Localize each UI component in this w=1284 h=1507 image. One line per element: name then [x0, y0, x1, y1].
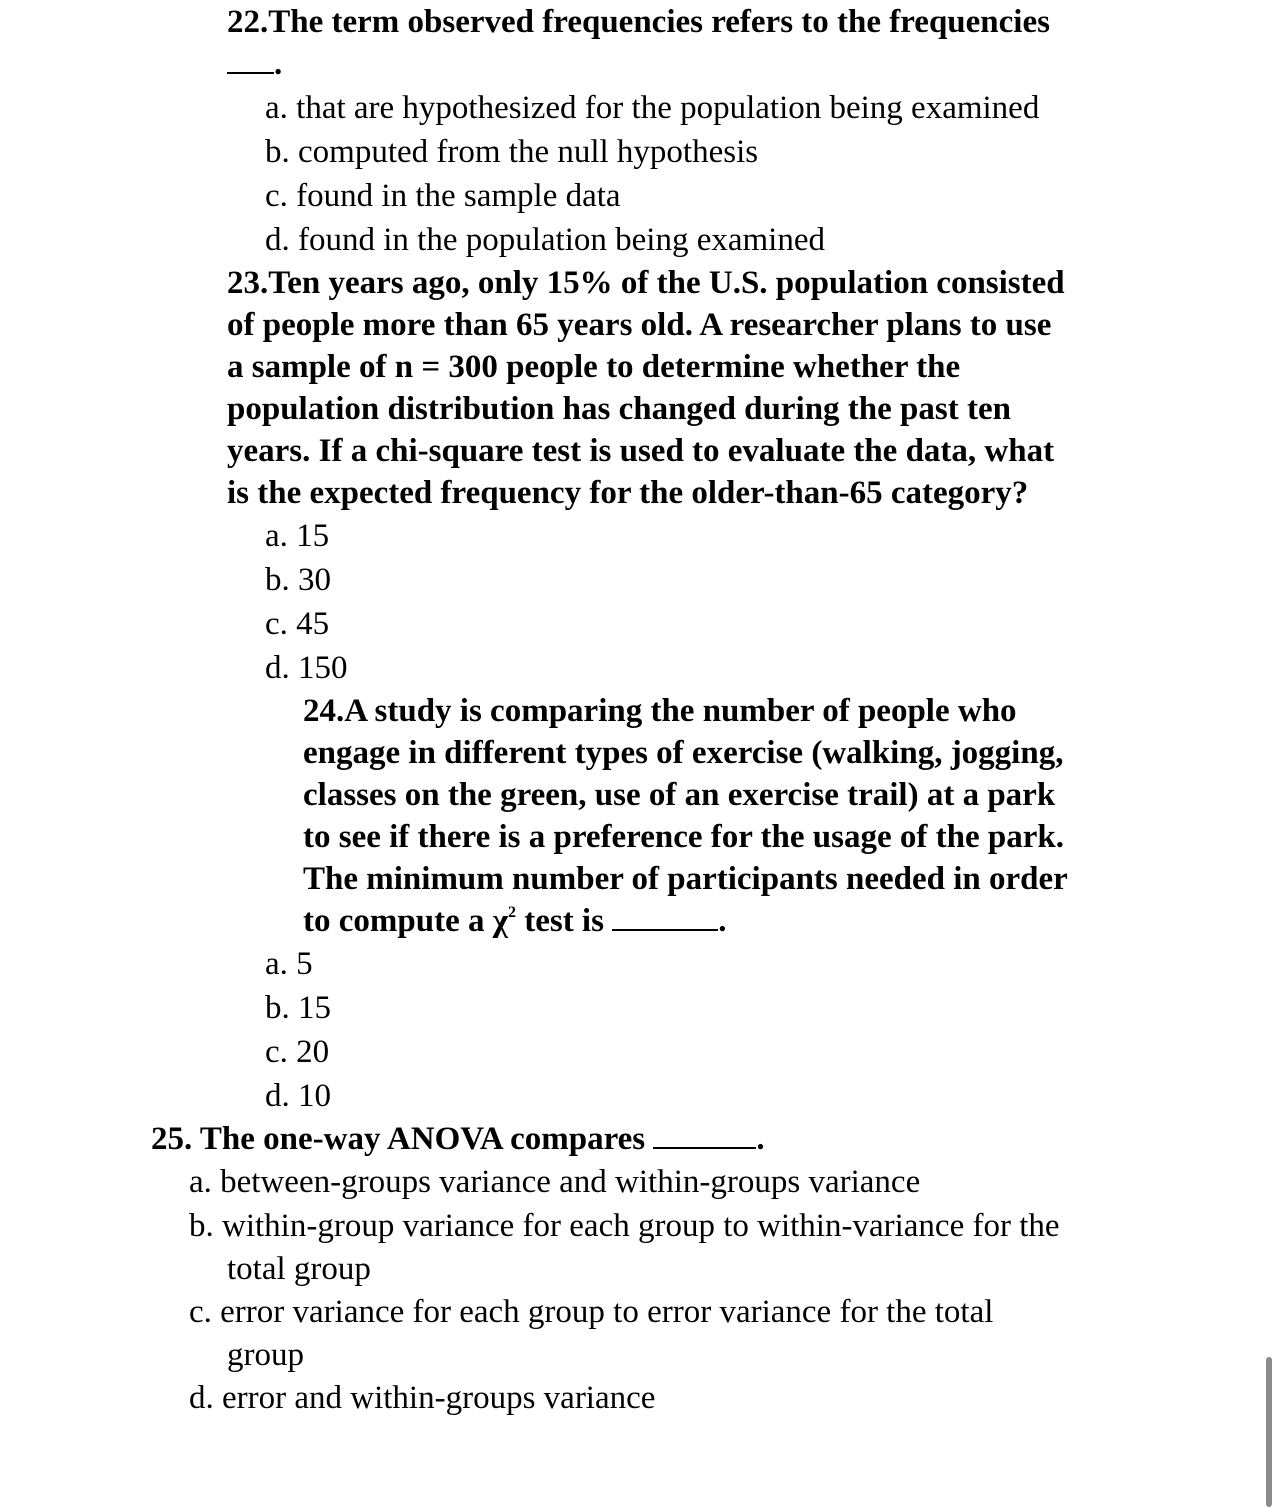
question-24-tail: . — [718, 903, 727, 939]
question-24-stem-line-5: The minimum number of participants needed in order — [303, 861, 1068, 897]
answer-blank — [612, 928, 718, 931]
option-text: 20 — [296, 1034, 330, 1070]
option-letter: b. — [189, 1208, 214, 1244]
question-25-stem — [151, 1123, 765, 1156]
question-24-stem-line-3: classes on the green, use of an exercise trail) at a park — [303, 777, 1056, 813]
option-letter: b. — [265, 134, 290, 170]
option-23-c — [265, 608, 329, 641]
question-24-stem-line-2: engage in different types of exercise (walking, jogging, — [303, 735, 1064, 771]
option-22-a — [265, 92, 1039, 125]
option-25-c-continuation: group — [227, 1337, 304, 1373]
option-letter: c. — [265, 178, 288, 214]
option-text: that are hypothesized for the population being examined — [296, 90, 1040, 126]
vertical-scrollbar[interactable] — [1266, 1357, 1272, 1507]
option-24-c — [265, 1036, 329, 1069]
option-25-c — [189, 1296, 993, 1329]
option-letter: a. — [189, 1164, 212, 1200]
option-letter: d. — [265, 1078, 290, 1114]
question-24-stem-line-6 — [303, 905, 726, 938]
question-23-stem-line-4: population distribution has changed during the past ten — [227, 391, 1011, 427]
option-text: error and within-groups variance — [222, 1380, 656, 1416]
question-24-stem-line-1 — [303, 695, 1017, 728]
option-letter: a. — [265, 518, 288, 554]
question-25-text: . The one-way ANOVA compares — [184, 1121, 654, 1157]
question-24-number: 24. — [303, 693, 345, 729]
option-text: 10 — [298, 1078, 331, 1114]
option-letter: d. — [265, 650, 290, 686]
option-text: error variance for each group to error variance for the total — [220, 1294, 994, 1330]
question-23-number: 23. — [227, 265, 269, 301]
option-letter: d. — [189, 1380, 214, 1416]
question-23-text: Ten years ago, only 15% of the U.S. population consisted — [268, 265, 1065, 301]
question-25-tail: . — [756, 1121, 765, 1157]
option-text: between-groups variance and within-groups variance — [220, 1164, 921, 1200]
option-letter: b. — [265, 990, 290, 1026]
option-22-c — [265, 180, 621, 213]
question-22-text: The term observed frequencies refers to the frequencies — [268, 4, 1050, 40]
option-text: within-group variance for each group to within-variance for the — [222, 1208, 1060, 1244]
question-23-stem-line-1 — [227, 267, 1065, 300]
question-22-tail: . — [274, 46, 283, 82]
option-text: computed from the null hypothesis — [298, 134, 759, 170]
option-25-d — [189, 1382, 655, 1415]
option-text: 15 — [298, 990, 331, 1026]
option-24-b — [265, 992, 331, 1025]
option-25-b-continuation: total group — [227, 1251, 371, 1287]
question-24-stem-line-4: to see if there is a preference for the usage of the park. — [303, 819, 1064, 855]
question-22-blank-line — [227, 48, 282, 81]
option-text: found in the population being examined — [298, 222, 825, 258]
option-25-b — [189, 1210, 1060, 1243]
option-23-d — [265, 652, 348, 685]
option-22-d — [265, 224, 825, 257]
option-letter: c. — [265, 1034, 288, 1070]
chi-superscript: 2 — [507, 904, 516, 921]
option-text: 15 — [296, 518, 330, 554]
answer-blank — [653, 1146, 756, 1149]
option-text: 30 — [298, 562, 331, 598]
option-25-a — [189, 1166, 920, 1199]
option-letter: a. — [265, 946, 288, 982]
option-24-d — [265, 1080, 331, 1113]
question-25-number: 25 — [151, 1121, 184, 1157]
option-letter: a. — [265, 90, 288, 126]
option-letter: d. — [265, 222, 290, 258]
question-24-text: test is — [515, 903, 613, 939]
option-letter: b. — [265, 562, 290, 598]
option-22-b — [265, 136, 758, 169]
option-text: 5 — [296, 946, 313, 982]
option-text: 45 — [296, 606, 330, 642]
question-23-stem-line-6: is the expected frequency for the older-than-65 category? — [227, 475, 1029, 511]
answer-blank — [227, 71, 274, 74]
question-22-number: 22. — [227, 4, 269, 40]
question-23-stem-line-2: of people more than 65 years old. A researcher plans to use — [227, 307, 1052, 343]
question-23-stem-line-5: years. If a chi-square test is used to evaluate the data, what — [227, 433, 1055, 469]
option-letter: c. — [265, 606, 288, 642]
option-23-b — [265, 564, 331, 597]
option-23-a — [265, 520, 329, 553]
option-text: found in the sample data — [296, 178, 621, 214]
option-24-a — [265, 948, 313, 981]
chi-symbol: χ — [492, 903, 508, 939]
question-23-stem-line-3: a sample of n = 300 people to determine whether the — [227, 349, 961, 385]
question-24-text: to compute a — [303, 903, 493, 939]
question-24-text: A study is comparing the number of people who — [344, 693, 1017, 729]
question-22-stem — [227, 6, 1050, 39]
option-letter: c. — [189, 1294, 212, 1330]
option-text: 150 — [298, 650, 348, 686]
